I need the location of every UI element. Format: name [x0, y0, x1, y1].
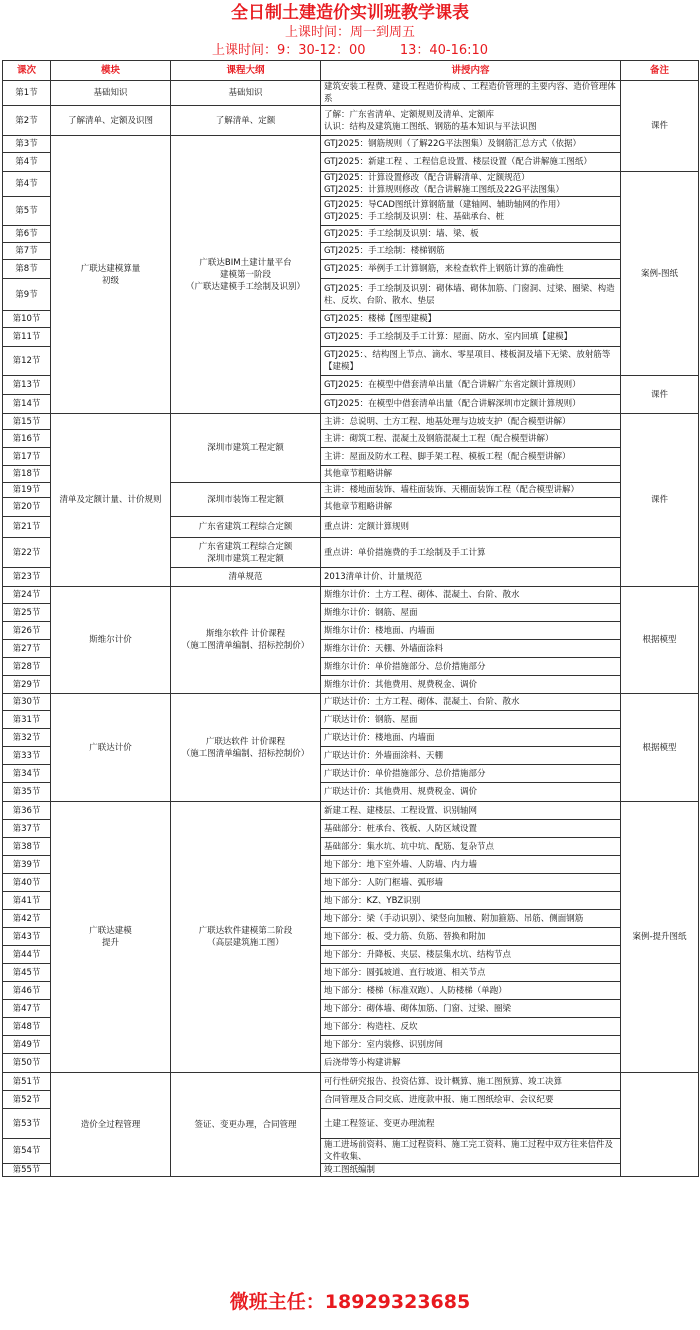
header-outline: 课程大纲 [171, 61, 321, 81]
content-cell: 斯维尔计价：天棚、外墙面涂料 [321, 640, 621, 658]
content-cell: GTJ2025：钢筋规则（了解22G平法图集）及钢筋汇总方式（依据） [321, 136, 621, 153]
content-cell: 2013清单计价、计量规范 [321, 568, 621, 587]
lesson-cell: 第1节 [3, 81, 51, 106]
lesson-cell: 第38节 [3, 838, 51, 856]
schedule-body [3, 81, 699, 1177]
content-cell: GTJ2025：楼梯【图型建模】 [321, 311, 621, 328]
content-cell: 可行性研究报告、投资估算、设计概算、施工图预算、竣工决算 [321, 1073, 621, 1091]
class-hours [0, 42, 700, 60]
outline-cell: 广东省建筑工程综合定额 深圳市建筑工程定额 [171, 538, 321, 568]
lesson-cell: 第2节 [3, 106, 51, 136]
lesson-cell: 第17节 [3, 448, 51, 466]
lesson-cell: 第8节 [3, 260, 51, 279]
remark-cell: 根据模型 [621, 587, 699, 694]
header-lesson: 课次 [3, 61, 51, 81]
lesson-cell: 第36节 [3, 802, 51, 820]
lesson-cell: 第31节 [3, 711, 51, 729]
lesson-cell: 第33节 [3, 747, 51, 765]
lesson-cell: 第50节 [3, 1054, 51, 1073]
lesson-cell: 第26节 [3, 622, 51, 640]
lesson-cell: 第39节 [3, 856, 51, 874]
content-cell: 广联达计价：钢筋、屋面 [321, 711, 621, 729]
lesson-cell: 第25节 [3, 604, 51, 622]
outline-cell: 广联达BIM土建计量平台 建模第一阶段 （广联达建模手工绘制及识别） [171, 136, 321, 414]
lesson-cell: 第40节 [3, 874, 51, 892]
lesson-cell: 第51节 [3, 1073, 51, 1091]
table-header-row [3, 61, 699, 81]
lesson-cell: 第48节 [3, 1018, 51, 1036]
content-cell: 广联达计价：土方工程、砌体、混凝土、台阶、散水 [321, 694, 621, 711]
content-cell: 竣工图纸编制 [321, 1164, 621, 1177]
content-cell: 后浇带等小构建讲解 [321, 1054, 621, 1073]
content-cell: 广联达计价：单价措施部分、总价措施部分 [321, 765, 621, 783]
content-cell: 地下部分：圆弧坡道、直行坡道、相关节点 [321, 964, 621, 982]
content-cell: 其他章节粗略讲解 [321, 498, 621, 517]
remark-cell: 案例-图纸 [621, 172, 699, 376]
content-cell: 地下部分：KZ、YBZ识别 [321, 892, 621, 910]
content-cell: GTJ2025：在模型中借套清单出量（配合讲解深圳市定额计算规则） [321, 395, 621, 414]
content-cell: GTJ2025：手工绘制及识别：砌体墙、砌体加筋、门窗洞、过梁、圈梁、构造柱、反坎、台阶、散水、垫层 [321, 279, 621, 311]
lesson-cell: 第19节 [3, 483, 51, 498]
header-module: 模块 [51, 61, 171, 81]
module-cell: 基础知识 [51, 81, 171, 106]
content-cell: 其他章节粗略讲解 [321, 466, 621, 483]
module-cell: 斯维尔计价 [51, 587, 171, 694]
lesson-cell: 第47节 [3, 1000, 51, 1018]
content-cell: 斯维尔计价：钢筋、屋面 [321, 604, 621, 622]
module-cell: 了解清单、定额及识图 [51, 106, 171, 136]
content-cell: GTJ2025：手工绘制及识别：墙、梁、板 [321, 226, 621, 243]
content-cell: 主讲：屋面及防水工程、脚手架工程、模板工程（配合模型讲解） [321, 448, 621, 466]
lesson-cell: 第10节 [3, 311, 51, 328]
content-cell: 地下部分：板、受力筋、负筋、替换和附加 [321, 928, 621, 946]
lesson-cell: 第24节 [3, 587, 51, 604]
lesson-cell: 第44节 [3, 946, 51, 964]
table-row [3, 81, 699, 106]
outline-cell: 深圳市装饰工程定额 [171, 483, 321, 517]
content-cell: 地下部分：梁（手动识别）、梁竖向加腋、附加箍筋、吊筋、侧面钢筋 [321, 910, 621, 928]
class-days: 上课时间：周一到周五 [284, 25, 415, 40]
lesson-cell: 第16节 [3, 430, 51, 448]
header-remark: 备注 [621, 61, 699, 81]
lesson-cell: 第34节 [3, 765, 51, 783]
content-cell: 地下部分：人防门框墙、弧形墙 [321, 874, 621, 892]
content-cell: GTJ2025：手工绘制：楼梯钢筋 [321, 243, 621, 260]
lesson-cell: 第4节 [3, 172, 51, 197]
module-cell: 广联达计价 [51, 694, 171, 802]
lesson-cell: 第30节 [3, 694, 51, 711]
lesson-cell: 第28节 [3, 658, 51, 676]
content-cell: 地下部分：楼梯（标准双跑）、人防楼梯（单跑） [321, 982, 621, 1000]
lesson-cell: 第29节 [3, 676, 51, 694]
header-content: 讲授内容 [321, 61, 621, 81]
content-cell: 斯维尔计价：单价措施部分、总价措施部分 [321, 658, 621, 676]
content-cell: 主讲：总说明、土方工程、地基处理与边坡支护（配合模型讲解） [321, 414, 621, 430]
lesson-cell: 第37节 [3, 820, 51, 838]
lesson-cell: 第5节 [3, 197, 51, 226]
content-cell: 主讲：楼地面装饰、墙柱面装饰、天棚面装饰工程（配合模型讲解） [321, 483, 621, 498]
content-cell: 地下部分：砌体墙、砌体加筋、门窗、过梁、圈梁 [321, 1000, 621, 1018]
outline-cell: 深圳市建筑工程定额 [171, 414, 321, 483]
lesson-cell: 第11节 [3, 328, 51, 347]
content-cell: 广联达计价：外墙面涂料、天棚 [321, 747, 621, 765]
module-cell: 广联达建模算量 初级 [51, 136, 171, 414]
content-cell: GTJ2025：举例手工计算钢筋，来检查软件上钢筋计算的准确性 [321, 260, 621, 279]
lesson-cell: 第23节 [3, 568, 51, 587]
content-cell: GTJ2025：新建工程 、工程信息设置、楼层设置（配合讲解施工图纸） [321, 153, 621, 172]
lesson-cell: 第12节 [3, 347, 51, 376]
table-row [3, 1073, 699, 1091]
module-cell: 造价全过程管理 [51, 1073, 171, 1177]
lesson-cell: 第43节 [3, 928, 51, 946]
content-cell: 了解：广东省清单、定额规则及清单、定额库 认识：结构及建筑施工图纸、钢筋的基本知识与平法识图 [321, 106, 621, 136]
lesson-cell: 第42节 [3, 910, 51, 928]
remark-cell: 课件 [621, 81, 699, 172]
remark-cell: 案例-提升图纸 [621, 802, 699, 1073]
lesson-cell: 第14节 [3, 395, 51, 414]
lesson-cell: 第41节 [3, 892, 51, 910]
lesson-cell: 第9节 [3, 279, 51, 311]
table-row [3, 106, 699, 136]
table-row [3, 694, 699, 711]
content-cell: 主讲：砌筑工程、混凝土及钢筋混凝土工程（配合模型讲解） [321, 430, 621, 448]
content-cell: 斯维尔计价：楼地面、内墙面 [321, 622, 621, 640]
lesson-cell: 第6节 [3, 226, 51, 243]
schedule-table [2, 60, 699, 1177]
remark-cell: 课件 [621, 414, 699, 587]
table-row [3, 802, 699, 820]
content-cell: 基础部分：集水坑、坑中坑、配筋、复杂节点 [321, 838, 621, 856]
lesson-cell: 第15节 [3, 414, 51, 430]
lesson-cell: 第53节 [3, 1109, 51, 1139]
outline-cell: 广东省建筑工程综合定额 [171, 517, 321, 538]
remark-cell: 根据模型 [621, 694, 699, 802]
content-cell: GTJ2025：计算设置修改（配合讲解清单、定额规范） GTJ2025：计算规则修改（配合讲解施工图纸及22G平法图集） [321, 172, 621, 197]
content-cell: 地下部分：构造柱、反坎 [321, 1018, 621, 1036]
module-cell: 广联达建模 提升 [51, 802, 171, 1073]
outline-cell: 广联达软件 计价课程 （施工图清单编制、招标控制价） [171, 694, 321, 802]
lesson-cell: 第20节 [3, 498, 51, 517]
lesson-cell: 第3节 [3, 136, 51, 153]
content-cell: GTJ2025：导CAD图纸计算钢筋量（建轴网、辅助轴网的作用） GTJ2025：手工绘制及识别：柱、基础承台、桩 [321, 197, 621, 226]
table-row [3, 414, 699, 430]
table-row [3, 587, 699, 604]
content-cell: 广联达计价：其他费用、规费税金、调价 [321, 783, 621, 802]
lesson-cell: 第49节 [3, 1036, 51, 1054]
outline-cell: 签证、变更办理，合同管理 [171, 1073, 321, 1177]
lesson-cell: 第32节 [3, 729, 51, 747]
content-cell: GTJ2025：、结构图上节点、滴水、零星项目、楼板洞及墙下无梁、放射筋等【建模】 [321, 347, 621, 376]
lesson-cell: 第45节 [3, 964, 51, 982]
lesson-cell: 第54节 [3, 1139, 51, 1164]
outline-cell: 广联达软件建模第二阶段 （高层建筑施工图） [171, 802, 321, 1073]
contact-footer: 微班主任：18929323685 [229, 1291, 471, 1313]
remark-cell: 课件 [621, 376, 699, 414]
class-hours-morning: 上课时间：9：30-12：00 [211, 43, 366, 58]
remark-cell [621, 1073, 699, 1177]
content-cell: GTJ2025：在模型中借套清单出量（配合讲解广东省定额计算规则） [321, 376, 621, 395]
lesson-cell: 第4节 [3, 153, 51, 172]
content-cell: 斯维尔计价：其他费用、规费税金、调价 [321, 676, 621, 694]
outline-cell: 斯维尔软件 计价课程 （施工图清单编制、招标控制价） [171, 587, 321, 694]
content-cell: 斯维尔计价：土方工程、砌体、混凝土、台阶、散水 [321, 587, 621, 604]
content-cell: 广联达计价：楼地面、内墙面 [321, 729, 621, 747]
content-cell: 合同管理及合同交底、进度款申报、施工图纸绘审、会议纪要 [321, 1091, 621, 1109]
content-cell: 施工进场前资料、施工过程资料、施工完工资料、施工过程中双方往来信件及文件收集、 [321, 1139, 621, 1164]
outline-cell: 基础知识 [171, 81, 321, 106]
content-cell: 重点讲：定额计算规则 [321, 517, 621, 538]
table-row [3, 136, 699, 153]
lesson-cell: 第7节 [3, 243, 51, 260]
lesson-cell: 第46节 [3, 982, 51, 1000]
lesson-cell: 第18节 [3, 466, 51, 483]
content-cell: 地下部分：室内装修、识别房间 [321, 1036, 621, 1054]
lesson-cell: 第13节 [3, 376, 51, 395]
lesson-cell: 第35节 [3, 783, 51, 802]
module-cell: 清单及定额计量、计价规则 [51, 414, 171, 587]
lesson-cell: 第55节 [3, 1164, 51, 1177]
content-cell: 地下部分：地下室外墙、人防墙、内力墙 [321, 856, 621, 874]
content-cell: 土建工程签证、变更办理流程 [321, 1109, 621, 1139]
class-hours-afternoon: 13：40-16:10 [399, 43, 489, 58]
content-cell: 地下部分：升降板、夹层、楼层集水坑、结构节点 [321, 946, 621, 964]
content-cell: 重点讲：单价措施费的手工绘制及手工计算 [321, 538, 621, 568]
lesson-cell: 第21节 [3, 517, 51, 538]
content-cell: 基础部分：桩承台、筏板、人防区域设置 [321, 820, 621, 838]
content-cell: GTJ2025：手工绘制及手工计算：屋面、防水、室内回填【建模】 [321, 328, 621, 347]
lesson-cell: 第52节 [3, 1091, 51, 1109]
page-title: 全日制土建造价实训班教学课表 [231, 3, 469, 23]
content-cell: 新建工程、建楼层、工程设置、识别轴网 [321, 802, 621, 820]
lesson-cell: 第22节 [3, 538, 51, 568]
content-cell: 建筑安装工程费、建设工程造价构成 、工程造价管理的主要内容、造价管理体系 [321, 81, 621, 106]
outline-cell: 清单规范 [171, 568, 321, 587]
lesson-cell: 第27节 [3, 640, 51, 658]
outline-cell: 了解清单、定额 [171, 106, 321, 136]
